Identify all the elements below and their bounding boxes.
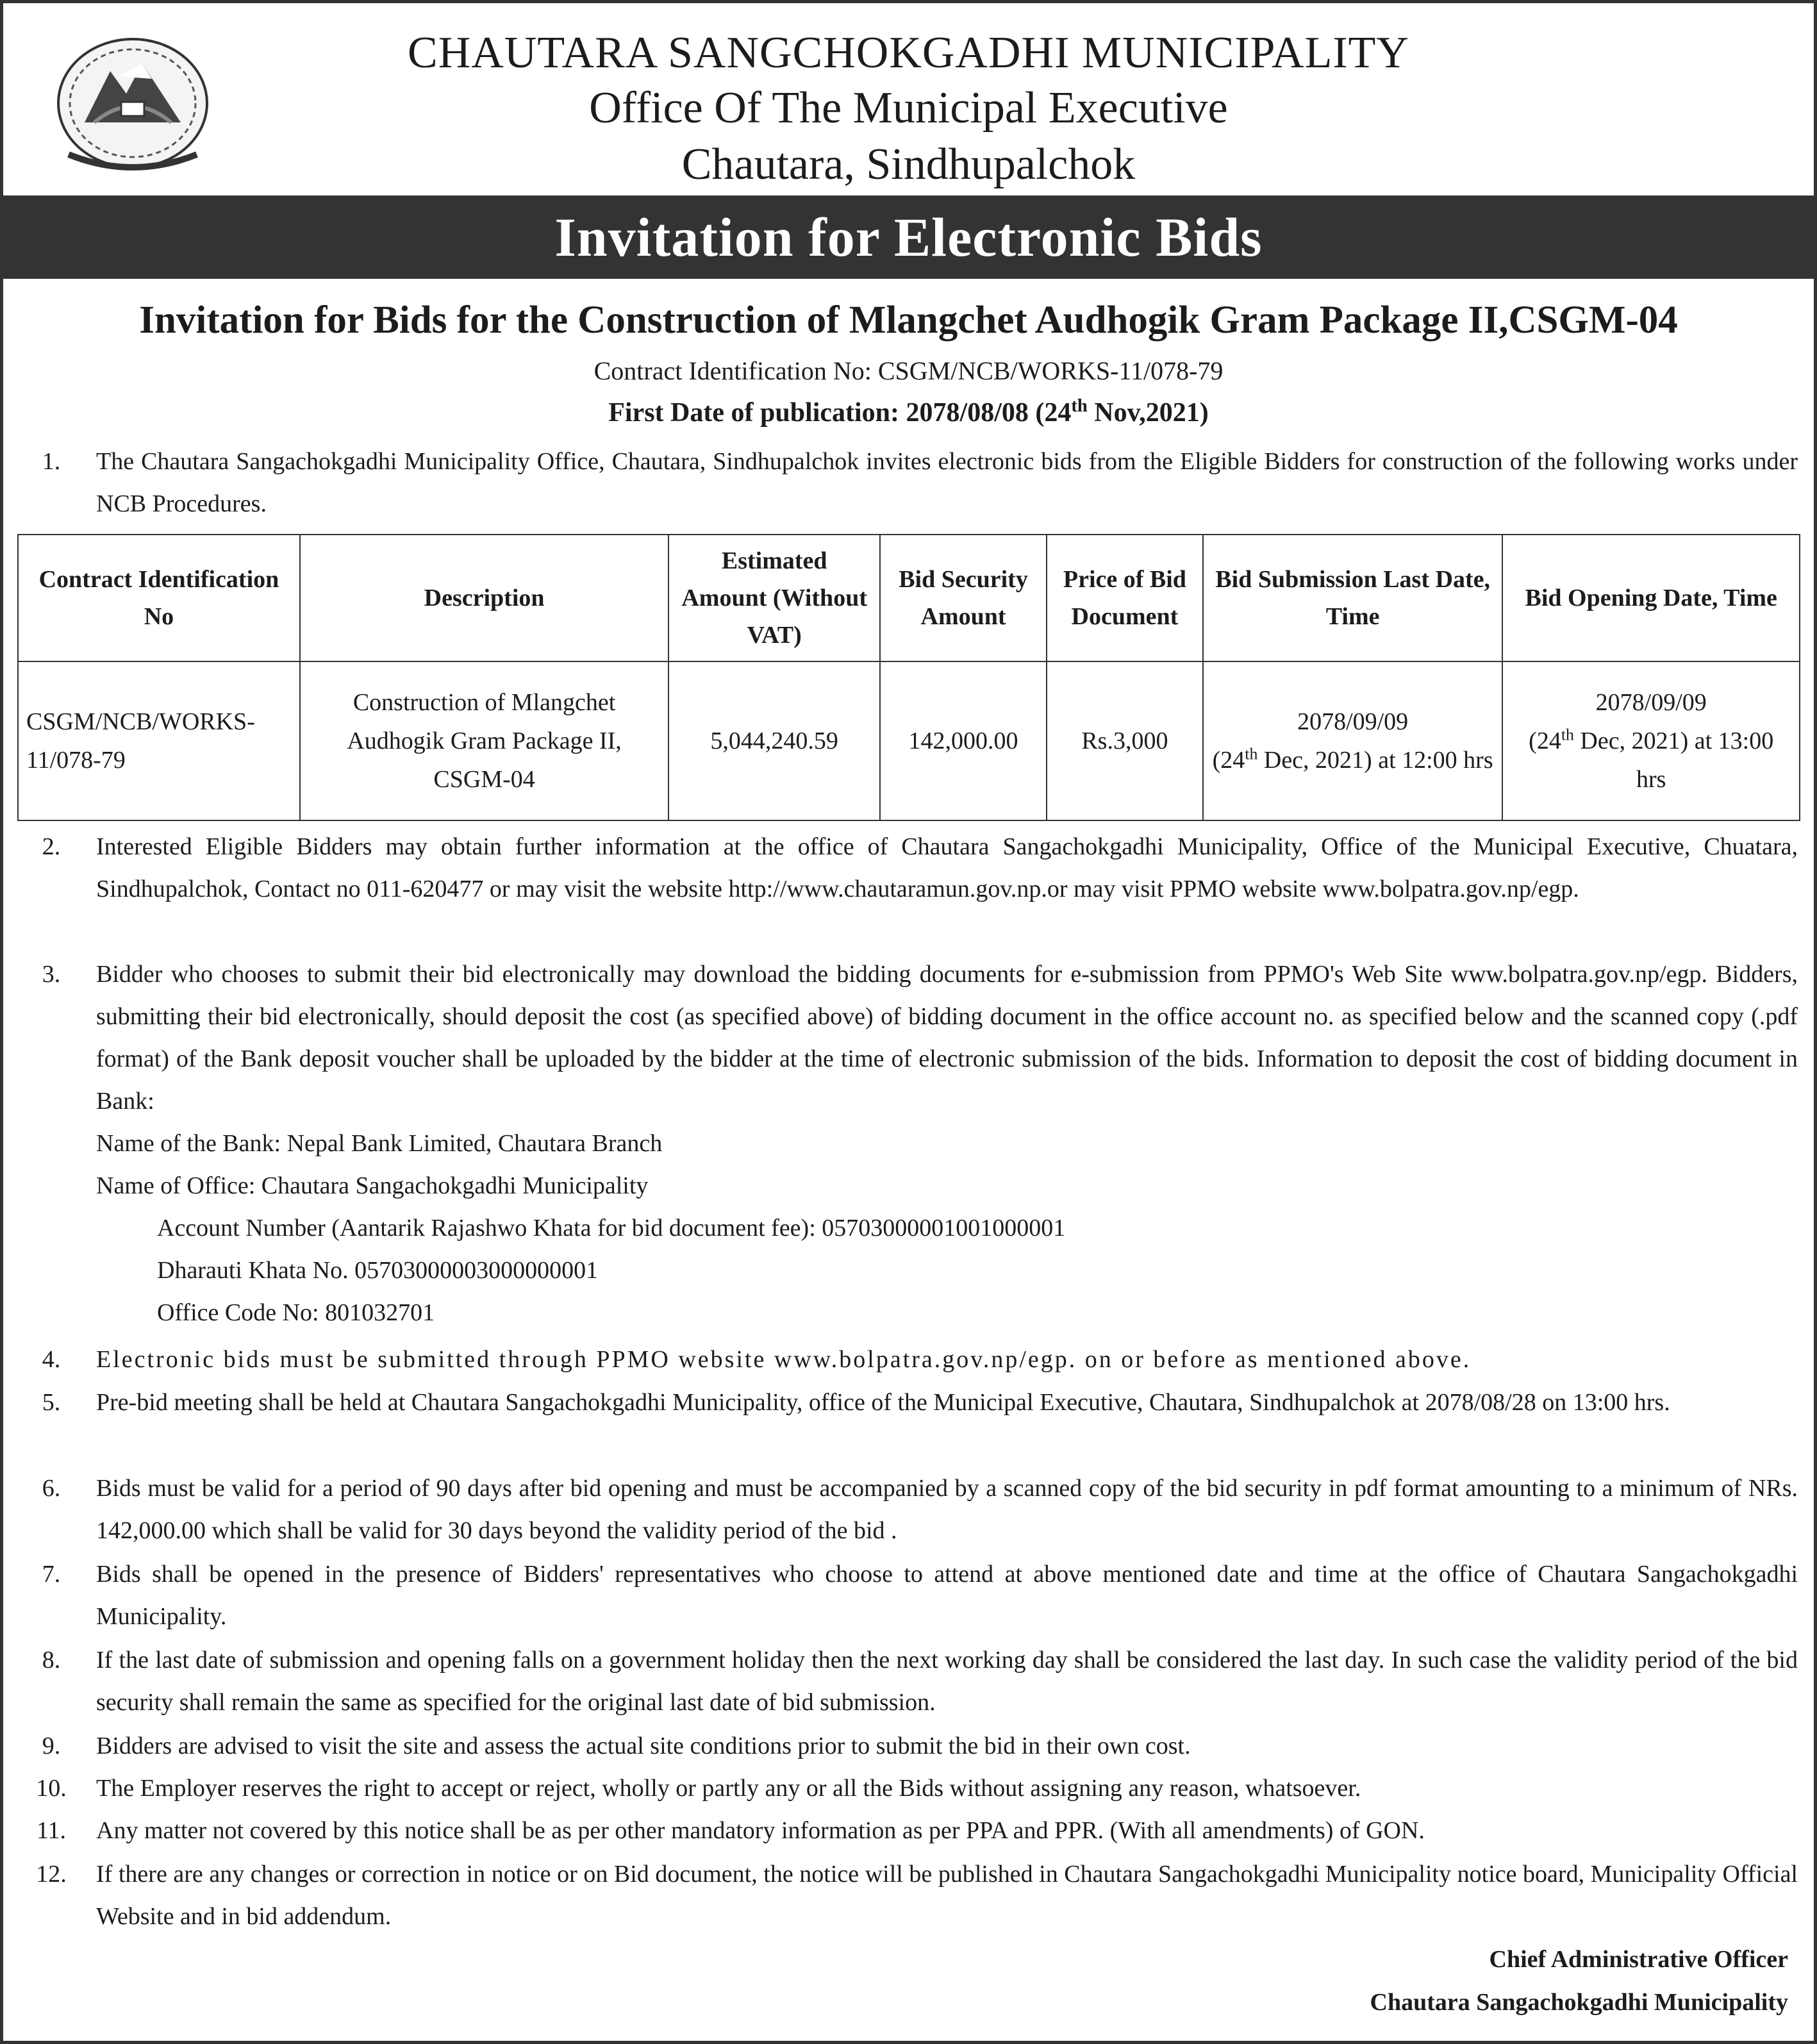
header xyxy=(3,3,1814,195)
nepal-emblem-icon xyxy=(49,26,216,180)
item-number: 8. xyxy=(42,1647,61,1674)
item-text: Bidder who chooses to submit their bid electronically may download the bidding documents for e-submission from PPMO's Web Site www.bolpatra.gov.np/egp. Bidders, submitting their bid electronically, should deposit the cost (as specified above) of bidding document in the office account no. as specified below and the scanned copy (.pdf format) of the Bank deposit voucher shall be uploaded by the bidder at the time of electronic submission of the bids. Information to deposit the cost of bidding document in Bank: xyxy=(96,961,1798,1115)
list-item xyxy=(22,1338,1798,1381)
bid-table xyxy=(17,534,1800,821)
publication-date: First Date of publication: 2078/08/08 (24th Nov,2021) xyxy=(608,396,1209,428)
office-code: Office Code No: 801032701 xyxy=(157,1299,435,1326)
list-item xyxy=(22,1639,1798,1724)
signature-org: Chautara Sangachokgadhi Municipality xyxy=(1370,1989,1788,2016)
office-location: Chautara, Sindhupalchok xyxy=(681,140,1136,189)
dharauti-khata: Dharauti Khata No. 05703000003000000001 xyxy=(157,1257,599,1284)
contract-id-cell: CSGM/NCB/WORKS-11/078-79 xyxy=(18,661,300,820)
table-row xyxy=(18,661,1800,820)
bid-security-cell: 142,000.00 xyxy=(880,661,1047,820)
estimate-cell: 5,044,240.59 xyxy=(668,661,880,820)
column-header: Estimated Amount (Without VAT) xyxy=(668,535,880,661)
opening-cell: 2078/09/09 (24th Dec, 2021) at 13:00 hrs xyxy=(1502,661,1800,820)
item-text: The Chautara Sangachokgadhi Municipality Office, Chautara, Sindhupalchok invites electronic bids from the Eligible Bidders for construction of the following works under NCB Procedures. xyxy=(96,448,1798,517)
list-item xyxy=(22,953,1798,1334)
notice-banner: Invitation for Electronic Bids xyxy=(3,195,1814,279)
item-number: 2. xyxy=(42,833,61,860)
column-header: Price of Bid Document xyxy=(1047,535,1203,661)
description-cell: Construction of Mlangchet Audhogik Gram Package II, CSGM-04 xyxy=(300,661,668,820)
item-number: 12. xyxy=(36,1861,67,1888)
signature-title: Chief Administrative Officer xyxy=(1489,1946,1788,1973)
column-header: Bid Opening Date, Time xyxy=(1502,535,1800,661)
office-name-line: Name of Office: Chautara Sangachokgadhi Municipality xyxy=(96,1172,649,1199)
list-item xyxy=(22,1467,1798,1552)
item-number: 7. xyxy=(42,1561,61,1588)
item-number: 5. xyxy=(42,1389,61,1416)
list-item xyxy=(22,1809,1798,1852)
item-text: Electronic bids must be submitted through PPMO website www.bolpatra.gov.np/egp. on or before as mentioned above. xyxy=(96,1346,1472,1373)
item-number: 9. xyxy=(42,1732,61,1759)
notice-title: Invitation for Bids for the Construction of Mlangchet Audhogik Gram Package II,CSGM-04 xyxy=(139,299,1678,342)
table-header-row xyxy=(18,535,1800,661)
account-number: Account Number (Aantarik Rajashwo Khata for bid document fee): 05703000001001000001 xyxy=(157,1215,1066,1242)
item-text: Bidders are advised to visit the site and assess the actual site conditions prior to submit the bid in their own cost. xyxy=(96,1732,1191,1759)
column-header: Description xyxy=(300,535,668,661)
office-name: Office Of The Municipal Executive xyxy=(589,83,1228,133)
column-header: Bid Submission Last Date, Time xyxy=(1203,535,1503,661)
bank-name: Name of the Bank: Nepal Bank Limited, Chautara Branch xyxy=(96,1130,663,1157)
list-item xyxy=(22,1767,1798,1809)
contract-id-line: Contract Identification No: CSGM/NCB/WORKS-11/078-79 xyxy=(593,356,1224,385)
column-header: Bid Security Amount xyxy=(880,535,1047,661)
item-text: Interested Eligible Bidders may obtain further information at the office of Chautara Sangachokgadhi Municipality, Office of the Municipal Executive, Chuatara, Sindhupalchok, Contact no 011-620477 or may visit the website http://www.chautaramun.gov.np.or may visit PPMO website www.bolpatra.gov.np/egp. xyxy=(96,833,1798,902)
item-number: 10. xyxy=(36,1775,67,1802)
item-text: Bids must be valid for a period of 90 days after bid opening and must be accompanied by a scanned copy of the bid security in pdf format amounting to a minimum of NRs. 142,000.00 which shall be valid for 30 days beyond the validity period of the bid . xyxy=(96,1475,1798,1544)
submission-cell: 2078/09/09 (24th Dec, 2021) at 12:00 hrs xyxy=(1203,661,1503,820)
municipality-name: CHAUTARA SANGCHOKGADHI MUNICIPALITY xyxy=(408,28,1409,78)
list-item xyxy=(22,1381,1798,1424)
doc-price-cell: Rs.3,000 xyxy=(1047,661,1203,820)
intro-paragraph xyxy=(22,440,1798,525)
list-item xyxy=(22,1725,1798,1767)
item-text: If the last date of submission and opening falls on a government holiday then the next working day shall be considered the last day. In such case the validity period of the bid security shall remain the same as specified for the original last date of bid submission. xyxy=(96,1647,1798,1716)
item-text: The Employer reserves the right to accept or reject, wholly or partly any or all the Bids without assigning any reason, whatsoever. xyxy=(96,1775,1361,1802)
item-number: 1. xyxy=(42,448,61,475)
item-number: 6. xyxy=(42,1475,61,1502)
list-item xyxy=(22,826,1798,910)
item-text: Pre-bid meeting shall be held at Chautara Sangachokgadhi Municipality, office of the Municipal Executive, Chautara, Sindhupalchok at 2078/08/28 on 13:00 hrs. xyxy=(96,1389,1670,1416)
item-number: 11. xyxy=(36,1817,67,1844)
list-item xyxy=(22,1553,1798,1638)
item-number: 4. xyxy=(42,1346,61,1373)
item-number: 3. xyxy=(42,961,61,988)
item-text: Any matter not covered by this notice shall be as per other mandatory information as per PPA and PPR. (With all amendments) of GON. xyxy=(96,1817,1425,1844)
item-text: Bids shall be opened in the presence of Bidders' representatives who choose to attend at above mentioned date and time at the office of Chautara Sangachokgadhi Municipality. xyxy=(96,1561,1798,1630)
column-header: Contract Identification No xyxy=(18,535,300,661)
list-item xyxy=(22,1853,1798,1938)
item-text: If there are any changes or correction in notice or on Bid document, the notice will be published in Chautara Sangachokgadhi Municipality notice board, Municipality Official Website and in bid addendum. xyxy=(96,1861,1798,1930)
